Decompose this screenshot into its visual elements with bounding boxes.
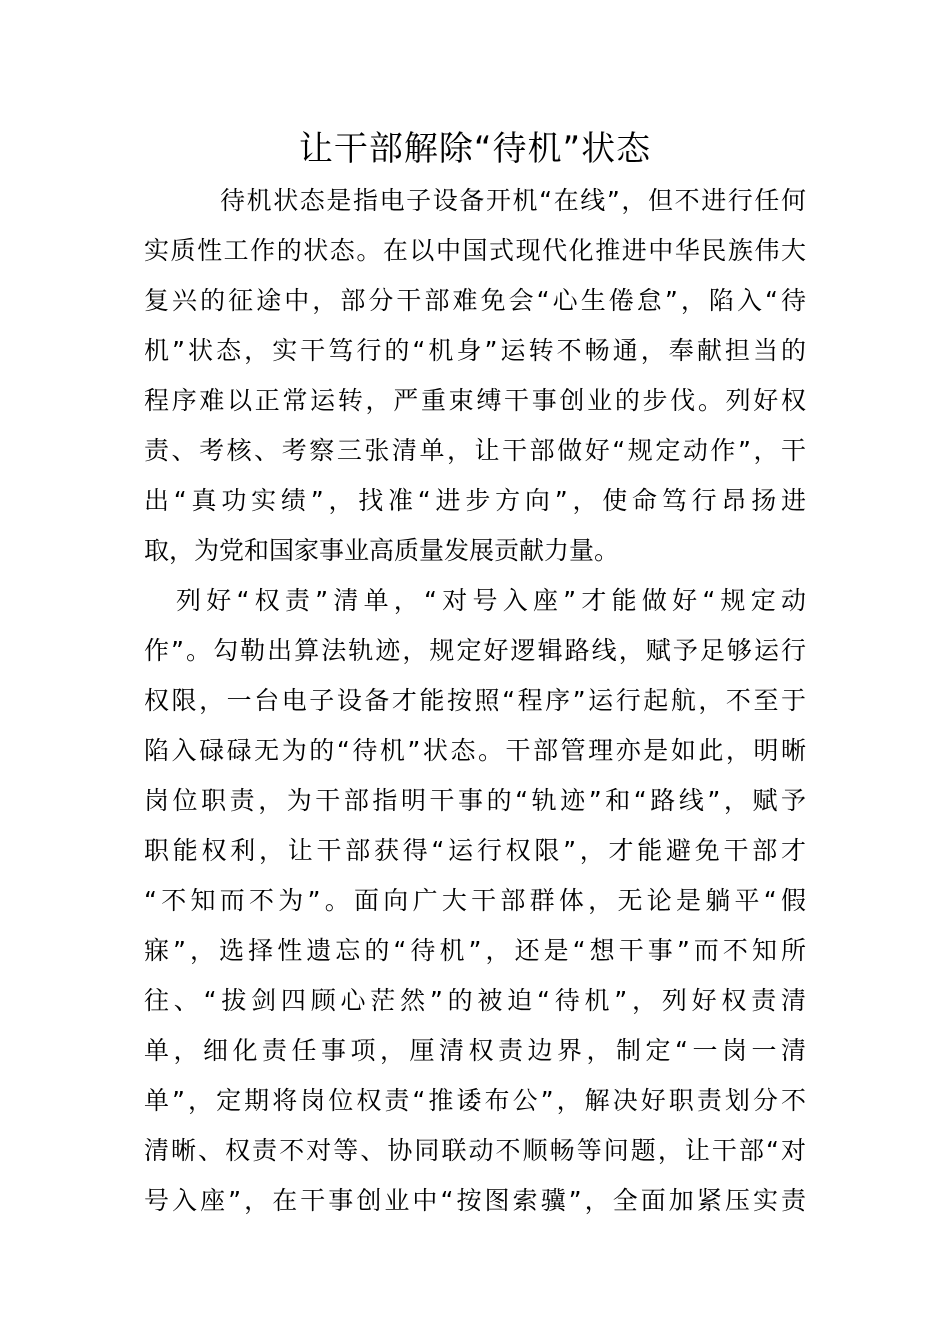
paragraph-line: 号入座”，在干事创业中“按图索骥”，全面加紧压实责 [144, 1186, 806, 1215]
paragraph-line: 单，细化责任事项，厘清权责边界，制定“一岗一清 [144, 1036, 806, 1065]
paragraph-line: 取，为党和国家事业高质量发展贡献力量。 [144, 536, 620, 565]
paragraph-line: 清晰、权责不对等、协同联动不顺畅等问题，让干部“对 [144, 1136, 806, 1165]
paragraph-line: “不知而不为”。面向广大干部群体，无论是躺平“假 [144, 886, 806, 915]
paragraph-line: 程序难以正常运转，严重束缚干事创业的步伐。列好权 [144, 386, 806, 415]
paragraph-line: 单”，定期将岗位权责“推诿布公”，解决好职责划分不 [144, 1086, 806, 1115]
paragraph-line: 待机状态是指电子设备开机“在线”，但不进行任何 [220, 186, 806, 215]
paragraph-line: 复兴的征途中，部分干部难免会“心生倦怠”，陷入“待 [144, 286, 806, 315]
paragraph-line: 列好“权责”清单，“对号入座”才能做好“规定动 [176, 586, 806, 615]
document-title: 让干部解除“待机”状态 [298, 129, 652, 169]
paragraph-line: 机”状态，实干笃行的“机身”运转不畅通，奉献担当的 [144, 336, 806, 365]
paragraph-line: 岗位职责，为干部指明干事的“轨迹”和“路线”，赋予 [144, 786, 806, 815]
paragraph-line: 出“真功实绩”，找准“进步方向”，使命笃行昂扬进 [144, 486, 806, 515]
paragraph-line: 责、考核、考察三张清单，让干部做好“规定动作”，干 [144, 436, 806, 465]
paragraph-line: 寐”，选择性遗忘的“待机”，还是“想干事”而不知所 [144, 936, 806, 965]
paragraph-line: 往、“拔剑四顾心茫然”的被迫“待机”，列好权责清 [144, 986, 806, 1015]
paragraph-line: 权限，一台电子设备才能按照“程序”运行起航，不至于 [144, 686, 806, 715]
paragraph-line: 陷入碌碌无为的“待机”状态。干部管理亦是如此，明晰 [144, 736, 806, 765]
paragraph-line: 职能权利，让干部获得“运行权限”，才能避免干部才 [144, 836, 806, 865]
paragraph-line: 实质性工作的状态。在以中国式现代化推进中华民族伟大 [144, 236, 806, 265]
paragraph-line: 作”。勾勒出算法轨迹，规定好逻辑路线，赋予足够运行 [144, 636, 806, 665]
